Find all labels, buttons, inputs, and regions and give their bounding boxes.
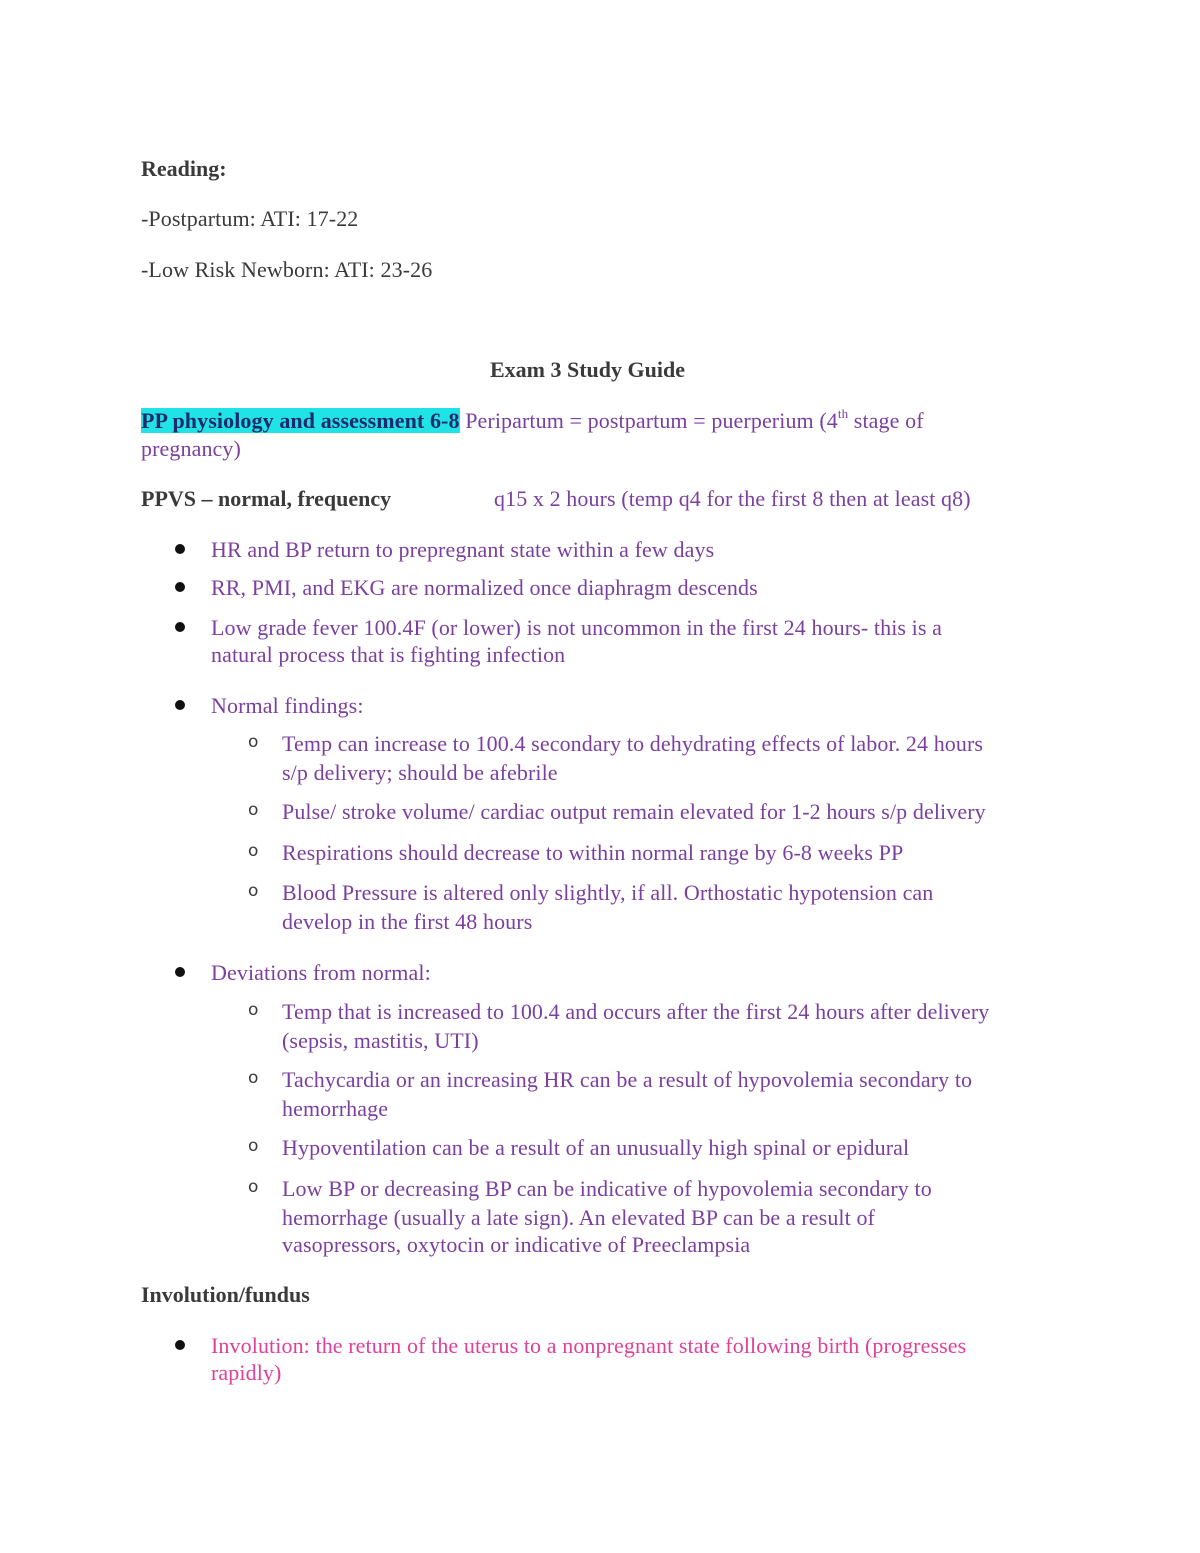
normal-item: s/p delivery; should be afebrile [282,760,558,785]
normal-item: Pulse/ stroke volume/ cardiac output remain elevated for 1-2 hours s/p delivery [282,799,986,824]
deviation-item: Hypoventilation can be a result of an unusually high spinal or epidural [282,1135,910,1160]
bullet-dot [175,1340,185,1350]
bullet-text: RR, PMI, and EKG are normalized once diaphragm descends [211,575,758,600]
sub-bullet-marker: o [248,732,259,752]
normal-item: Blood Pressure is altered only slightly, if all. Orthostatic hypotension can [282,880,934,905]
bullet-dot [175,622,185,632]
deviation-item: hemorrhage (usually a late sign). An elevated BP can be a result of [282,1205,875,1230]
deviation-item: Tachycardia or an increasing HR can be a result of hypovolemia secondary to [282,1067,973,1092]
bullet-dot [175,700,185,710]
sub-bullet-marker: o [248,1177,259,1197]
sub-bullet-marker: o [248,1000,259,1020]
normal-item: develop in the first 48 hours [282,909,533,934]
deviation-item: Temp that is increased to 100.4 and occurs after the first 24 hours after delivery [282,999,990,1024]
pp-section-text-b: stage of [848,408,924,433]
bullet-text: Low grade fever 100.4F (or lower) is not uncommon in the first 24 hours- this is a [211,615,943,640]
bullet-text: natural process that is fighting infection [211,642,566,667]
page-title: Exam 3 Study Guide [490,357,685,382]
pp-section-text: Peripartum = postpartum = puerperium (4 [459,408,838,433]
reading-item: -Postpartum: ATI: 17-22 [141,206,359,231]
involution-item: rapidly) [211,1360,282,1385]
sub-bullet-marker: o [248,881,259,901]
involution-heading: Involution/fundus [141,1282,310,1307]
ppvs-value: q15 x 2 hours (temp q4 for the first 8 then at least q8) [494,486,971,511]
pp-section-line-2: pregnancy) [141,436,241,461]
pp-section-line [141,405,924,434]
bullet-dot [175,582,185,592]
pp-section-sup: th [837,405,849,421]
sub-bullet-marker: o [248,841,259,861]
deviation-item: vasopressors, oxytocin or indicative of Preeclampsia [282,1232,751,1257]
reading-heading: Reading: [141,156,227,181]
pp-section-highlight: PP physiology and assessment 6-8 [141,408,460,433]
deviation-item: (sepsis, mastitis, UTI) [282,1028,479,1053]
involution-item: Involution: the return of the uterus to a nonpregnant state following birth (progresses [211,1333,967,1358]
sub-bullet-marker: o [248,800,259,820]
bullet-text: HR and BP return to prepregnant state within a few days [211,537,715,562]
bullet-dot [175,967,185,977]
normal-item: Respirations should decrease to within normal range by 6-8 weeks PP [282,840,904,865]
sub-bullet-marker: o [248,1136,259,1156]
deviation-item: Low BP or decreasing BP can be indicative of hypovolemia secondary to [282,1176,932,1201]
deviations-label: Deviations from normal: [211,960,431,985]
sub-bullet-marker: o [248,1068,259,1088]
normal-findings-label: Normal findings: [211,693,364,718]
normal-item: Temp can increase to 100.4 secondary to dehydrating effects of labor. 24 hours [282,731,984,756]
deviation-item: hemorrhage [282,1096,389,1121]
bullet-dot [175,544,185,554]
ppvs-label: PPVS – normal, frequency [141,486,392,511]
reading-item: -Low Risk Newborn: ATI: 23-26 [141,257,433,282]
